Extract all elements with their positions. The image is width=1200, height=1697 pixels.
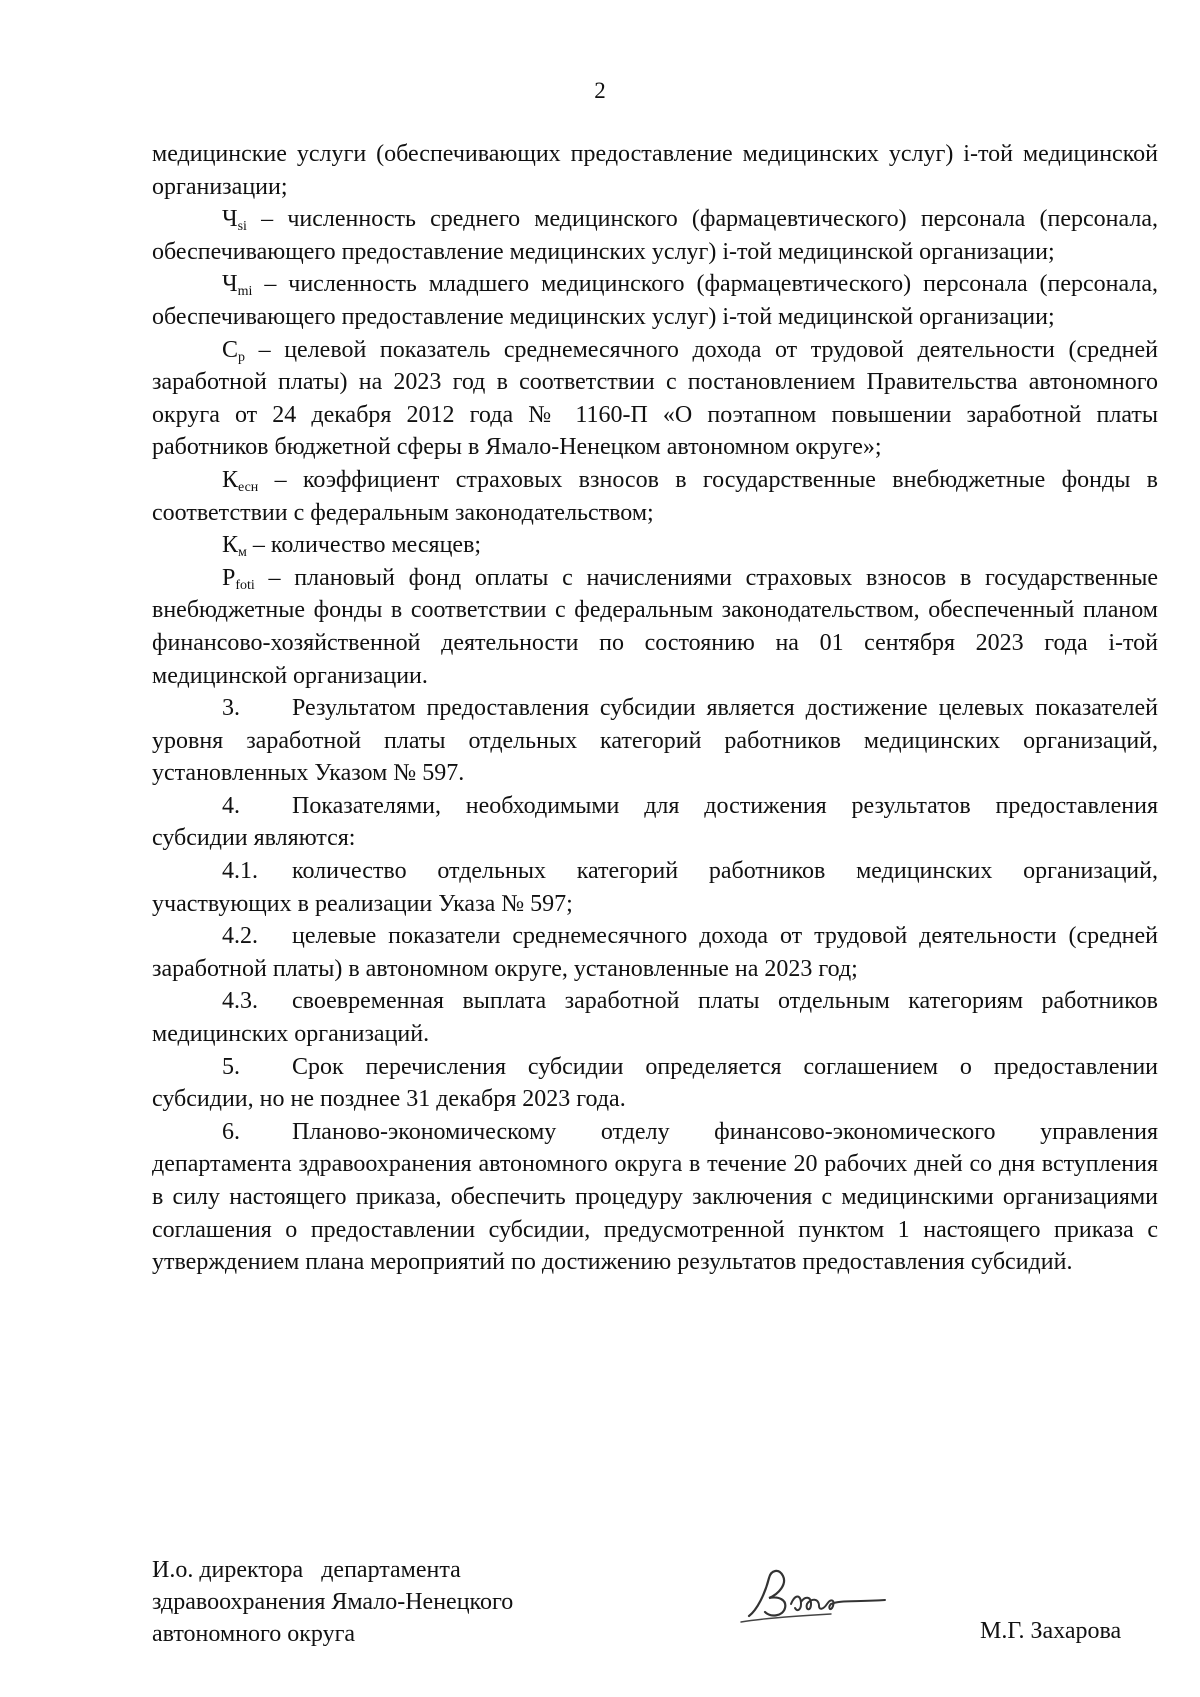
variable-description: – численность младшего медицинского (фармацевтического) персонала (персонала, обеспечивающего предоставление медицинских услуг) i-той медицинской организации; (152, 271, 1158, 330)
variable-subscript: mi (237, 284, 253, 300)
item-number: 6. (222, 1118, 240, 1145)
variable-definition (152, 334, 1158, 464)
variable-symbol: Ч (222, 206, 238, 233)
item-number: 4.1. (222, 858, 258, 885)
item-text: Срок перечисления субсидии определяется соглашением о предоставлении субсидии, но не позднее 31 декабря 2023 года. (152, 1053, 1158, 1113)
variable-description: – плановый фонд оплаты с начислениями страховых взносов в государственные внебюджетные фонды в соответствии с федеральным законодательством, обеспеченный планом финансово-хозяйственной деятельности по состоянию на 01 сентября 2023 года i-той медицинской организации. (152, 564, 1158, 689)
item-number: 5. (222, 1053, 240, 1080)
variable-description: – количество месяцев; (246, 532, 482, 559)
signatory-title-line: здравоохранения Ямало-Ненецкого (152, 1589, 514, 1615)
handwritten-signature-icon (735, 1560, 895, 1630)
variable-symbol: К (222, 466, 239, 493)
variable-definition (152, 203, 1158, 268)
variable-symbol: К (222, 532, 239, 559)
variable-description: – численность среднего медицинского (фармацевтического) персонала (персонала, обеспечивающего предоставление медицинских услуг) i-той медицинской организации; (152, 206, 1158, 265)
paragraph-text: медицинские услуги (обеспечивающих предоставление медицинских услуг) i-той медицинской организации; (152, 141, 1158, 200)
page-number: 2 (594, 78, 606, 103)
variable-description: – целевой показатель среднемесячного дохода от трудовой деятельности (средней заработной платы) на 2023 год в соответствии с постановлением Правительства автономного округа от 24 декабря 2012 года № 1160-П «О поэтапном повышении заработной платы работников бюджетной сферы в Ямало-Ненецком автономном округе»; (152, 336, 1158, 461)
numbered-item (152, 985, 1158, 1050)
item-number: 4.3. (222, 988, 258, 1015)
item-number: 3. (222, 695, 240, 722)
signatory-title-line: И.о. директора департамента (152, 1557, 461, 1583)
numbered-item (152, 1051, 1158, 1116)
item-text: Результатом предоставления субсидии является достижение целевых показателей уровня заработной платы отдельных категорий работников медицинских организаций, установленных Указом № 597. (152, 695, 1158, 787)
numbered-item (152, 920, 1158, 985)
numbered-item (152, 790, 1158, 855)
signatory-title-line: автономного округа (152, 1621, 356, 1647)
signer-name: М.Г. Захарова (980, 1618, 1122, 1644)
variable-definition (152, 268, 1158, 333)
variable-definition (152, 529, 1158, 562)
variable-symbol: Р (222, 564, 236, 591)
variable-subscript: м (238, 545, 247, 561)
variable-description: – коэффициент страховых взносов в государственные внебюджетные фонды в соответствии с федеральным законодательством; (152, 466, 1158, 526)
item-text: количество отдельных категорий работников медицинских организаций, участвующих в реализации Указа № 597; (152, 858, 1158, 917)
variable-symbol: С (222, 336, 239, 363)
variable-subscript: есн (238, 479, 259, 495)
item-text: Планово-экономическому отделу финансово-экономического управления департамента здравоохранения автономного округа в течение 20 рабочих дней со дня вступления в силу настоящего приказа, обеспечить процедуру заключения с медицинскими организациями соглашения о предоставлении субсидии, предусмотренной пунктом 1 настоящего приказа с утверждением плана мероприятий по достижению результатов предоставления субсидий. (152, 1118, 1158, 1276)
signatory-title (152, 1554, 513, 1650)
variable-symbol: Ч (222, 271, 238, 298)
variable-definition (152, 464, 1158, 529)
item-number: 4. (222, 792, 240, 819)
numbered-item (152, 692, 1158, 790)
variable-subscript: р (238, 349, 246, 365)
paragraph-continuation (152, 138, 1158, 203)
numbered-item (152, 855, 1158, 920)
variable-definition (152, 562, 1158, 692)
variable-subscript: foti (235, 577, 255, 593)
variable-subscript: si (237, 219, 247, 235)
item-number: 4.2. (222, 923, 258, 950)
document-body (152, 138, 1158, 1279)
item-text: целевые показатели среднемесячного дохода от трудовой деятельности (средней заработной платы) в автономном округе, установленные на 2023 год; (152, 923, 1158, 982)
item-text: своевременная выплата заработной платы отдельным категориям работников медицинских организаций. (152, 988, 1158, 1048)
item-text: Показателями, необходимыми для достижения результатов предоставления субсидии являются: (152, 792, 1158, 852)
numbered-item (152, 1116, 1158, 1279)
